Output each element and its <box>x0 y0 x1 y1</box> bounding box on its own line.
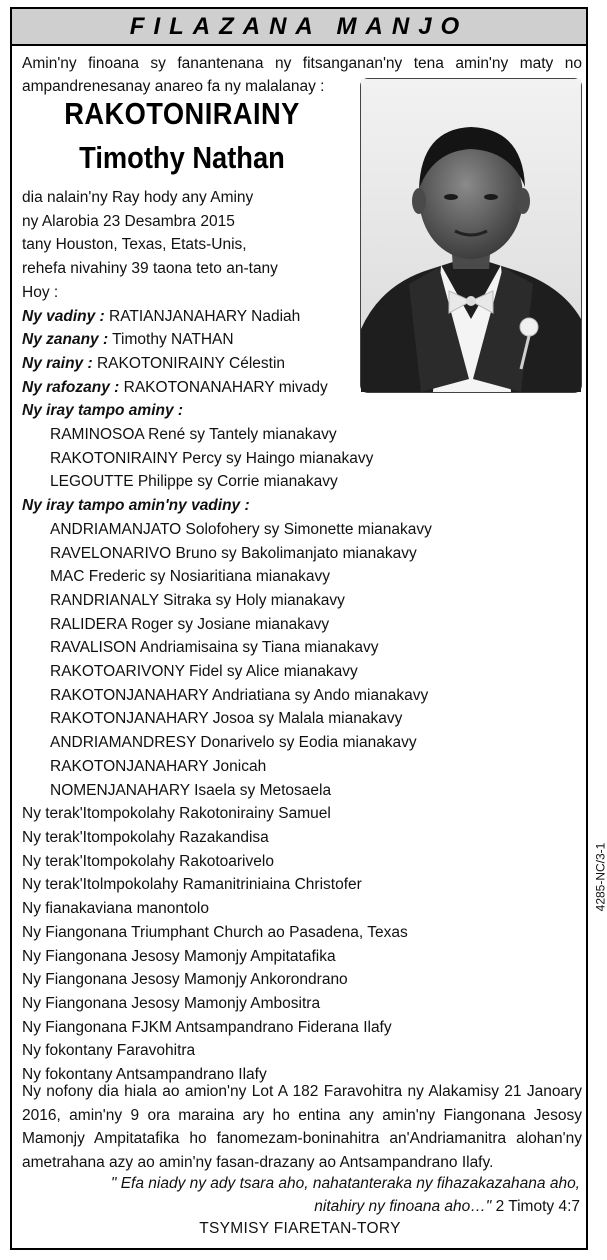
list-line-text: tany Houston, Texas, Etats-Unis, <box>22 236 247 254</box>
list-line-text: RALIDERA Roger sy Josiane mianakavy <box>50 615 330 633</box>
list-line-text: RAKOTOARIVONY Fidel sy Alice mianakavy <box>50 663 358 681</box>
list-line <box>22 470 592 494</box>
header-title: FILAZANA MANJO <box>129 12 469 40</box>
quote-line-2: nitahiry ny finoana aho…" <box>314 1198 492 1215</box>
list-line-text: RAKOTONIRAINY Célestin <box>92 354 286 372</box>
list-line-text: Ny terak'Itolmpokolahy Ramanitriniaina Christofer <box>22 876 362 894</box>
list-line-text: ANDRIAMANDRESY Donarivelo sy Eodia mianakavy <box>50 734 417 752</box>
list-line <box>22 826 592 850</box>
list-line-text: Ny terak'Itompokolahy Rakotonirainy Samuel <box>22 805 331 823</box>
list-line <box>22 376 592 400</box>
list-line <box>22 399 592 423</box>
quote-reference: 2 Timoty 4:7 <box>491 1198 580 1215</box>
list-line-text: Ny fianakaviana manontolo <box>22 900 209 918</box>
intro-text: Amin'ny finoana sy fanantenana ny fitsanganan'ny tena amin'ny maty no ampandrenesanay anareo fa ny malalanay : <box>22 55 582 95</box>
list-line-text: RAMINOSOA René sy Tantely mianakavy <box>50 426 337 444</box>
list-line-label: Ny rainy : <box>22 354 93 372</box>
list-line <box>22 210 592 234</box>
list-line-text: RAVALISON Andriamisaina sy Tiana mianakavy <box>50 639 379 657</box>
list-line <box>22 305 592 329</box>
list-line <box>22 281 592 305</box>
list-line <box>22 897 592 921</box>
list-line-text: RAKOTONJANAHARY Andriatiana sy Ando mianakavy <box>50 686 429 704</box>
list-line-text: Ny Fiangonana Jesosy Mamonjy Ambositra <box>22 994 321 1012</box>
list-line-text: rehefa nivahiny 39 taona teto an-tany <box>22 260 278 278</box>
list-line-text: Hoy : <box>22 283 59 301</box>
list-line-text: Ny Fiangonana FJKM Antsampandrano Fiderana Ilafy <box>22 1018 392 1036</box>
ad-reference: 4285-NC/3-1 <box>593 842 607 912</box>
list-line-text: dia nalain'ny Ray hody any Aminy <box>22 189 254 206</box>
deceased-given-name: Timothy Nathan <box>79 140 285 175</box>
list-line-text: Ny Fiangonana Jesosy Mamonjy Ankorondrano <box>22 971 348 989</box>
list-line-label: Ny iray tampo amin'ny vadiny : <box>22 497 250 515</box>
list-line-text: Ny terak'Itompokolahy Rakotoarivelo <box>22 852 274 870</box>
list-line <box>22 755 592 779</box>
list-line <box>22 636 592 660</box>
list-line <box>22 589 592 613</box>
list-line-text: RATIANJANAHARY Nadiah <box>104 307 301 325</box>
list-line <box>22 873 592 897</box>
list-line-text: ANDRIAMANJATO Solofohery sy Simonette mianakavy <box>50 520 432 538</box>
list-line <box>22 850 592 874</box>
list-line <box>22 1039 592 1063</box>
list-line <box>22 565 592 589</box>
list-line-text: Ny fokontany Faravohitra <box>22 1042 196 1060</box>
list-line-label: Ny vadiny : <box>22 307 105 325</box>
deceased-surname: RAKOTONIRAINY <box>64 96 300 131</box>
scripture-quote <box>60 1172 580 1218</box>
list-line-text: ny Alarobia 23 Desambra 2015 <box>22 212 235 230</box>
list-line <box>22 731 592 755</box>
list-line <box>22 328 592 352</box>
list-line <box>22 186 592 210</box>
list-line-label: Ny iray tampo aminy : <box>22 402 184 420</box>
list-line <box>22 447 592 471</box>
list-line <box>22 802 592 826</box>
list-line-text: LEGOUTTE Philippe sy Corrie mianakavy <box>50 473 338 491</box>
list-line <box>22 660 592 684</box>
family-list <box>22 186 592 1087</box>
list-line <box>22 992 592 1016</box>
notice-header <box>10 7 588 46</box>
list-line <box>22 423 592 447</box>
list-line <box>22 707 592 731</box>
list-line <box>22 494 592 518</box>
list-line-text: RAVELONARIVO Bruno sy Bakolimanjato mianakavy <box>50 544 417 562</box>
funeral-details: Ny nofony dia hiala ao amion'ny Lot A 182 Faravohitra ny Alakamisy 21 Janoary 2016, amin'ny 9 ora maraina ary ho entina any amin'ny Fiangonana Jesosy Mamonjy Ampitatafika ho fanomezam-boninahitra an'Andriamanitra alohan'ny ametrahana azy ao amin'ny fasan-drazany ao Antsampandrano Ilafy. <box>22 1083 582 1171</box>
list-line-label: Ny zanany : <box>22 331 109 349</box>
list-line-text: RANDRIANALY Sitraka sy Holy mianakavy <box>50 591 345 609</box>
list-line-text: Timothy NATHAN <box>108 331 234 349</box>
list-line-text: RAKOTONIRAINY Percy sy Haingo mianakavy <box>50 449 374 467</box>
list-line <box>22 233 592 257</box>
list-line-text: Ny terak'Itompokolahy Razakandisa <box>22 828 269 846</box>
list-line <box>22 968 592 992</box>
list-line-text: Ny fokontany Antsampandrano Ilafy <box>22 1066 267 1084</box>
list-line <box>22 613 592 637</box>
list-line <box>22 1016 592 1040</box>
list-line-text: MAC Frederic sy Nosiaritiana mianakavy <box>50 568 330 586</box>
signature-line: TSYMISY FIARETAN-TORY <box>199 1220 401 1237</box>
list-line <box>22 518 592 542</box>
quote-line-1: " Efa niady ny ady tsara aho, nahatanteraka ny fihazakazahana aho, <box>110 1175 580 1192</box>
list-line <box>22 684 592 708</box>
list-line <box>22 779 592 803</box>
list-line-text: NOMENJANAHARY Isaela sy Metosaela <box>50 781 332 799</box>
list-line <box>22 921 592 945</box>
list-line-text: RAKOTONANAHARY mivady <box>119 378 328 396</box>
list-line-text: Ny Fiangonana Jesosy Mamonjy Ampitatafika <box>22 947 336 965</box>
list-line <box>22 257 592 281</box>
list-line-text: RAKOTONJANAHARY Jonicah <box>50 757 267 775</box>
list-line <box>22 945 592 969</box>
list-line-text: Ny Fiangonana Triumphant Church ao Pasadena, Texas <box>22 923 408 941</box>
list-line-label: Ny rafozany : <box>22 378 120 396</box>
list-line-text: RAKOTONJANAHARY Josoa sy Malala mianakavy <box>50 710 403 728</box>
list-line <box>22 542 592 566</box>
list-line <box>22 352 592 376</box>
